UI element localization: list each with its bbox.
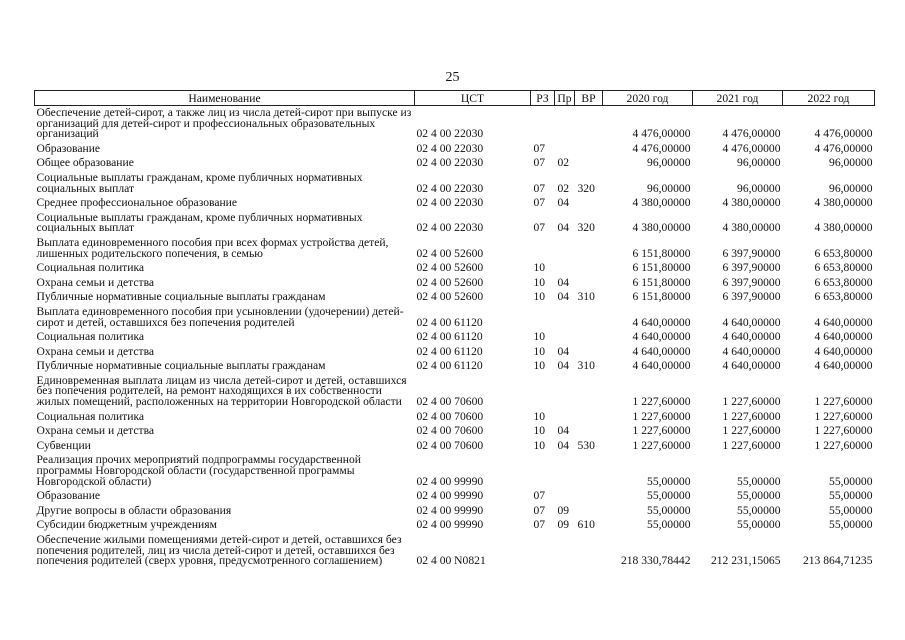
cell-vr xyxy=(575,305,603,330)
cell-rz: 10 xyxy=(533,275,546,289)
cell-name: Субвенции xyxy=(36,438,91,452)
cell-cst: 02 4 00 61120 xyxy=(416,344,483,358)
cell-rz xyxy=(531,236,555,261)
cell-2021: 55,00000 xyxy=(737,474,781,488)
cell-rz: 07 xyxy=(533,141,546,155)
cell-pr: 04 xyxy=(557,424,570,438)
cell-name: Обеспечение жилыми помещениями детей-сирот и детей, оставшихся без попечения родителей, лиц из числа детей-сирот и детей, оставшихся без попечения родителей (сверх уровня, предусмотренного соглашением) xyxy=(36,533,402,568)
page-number: 25 xyxy=(445,70,460,85)
cell-vr xyxy=(575,489,603,504)
cell-2021: 4 640,00000 xyxy=(722,359,781,373)
cell-rz xyxy=(531,453,555,489)
cell-2020: 55,00000 xyxy=(647,518,691,532)
cell-pr xyxy=(555,533,575,569)
cell-vr xyxy=(575,330,603,345)
cell-vr: 310 xyxy=(577,359,595,373)
cell-rz: 07 xyxy=(533,518,546,532)
table-row xyxy=(35,424,875,439)
table-row xyxy=(35,453,875,489)
cell-name: Социальные выплаты гражданам, кроме публичных нормативных социальных выплат xyxy=(36,210,363,235)
cell-vr xyxy=(575,142,603,157)
cell-2022: 6 653,80000 xyxy=(814,275,873,289)
cell-2020: 55,00000 xyxy=(647,489,691,503)
cell-rz xyxy=(531,106,555,142)
table-row xyxy=(35,374,875,410)
cell-name: Образование xyxy=(36,489,101,503)
table-row xyxy=(35,345,875,360)
cell-2022: 96,00000 xyxy=(829,181,873,195)
cell-2022: 55,00000 xyxy=(829,518,873,532)
cell-name: Субсидии бюджетным учреждениям xyxy=(36,518,217,532)
cell-name: Реализация прочих мероприятий подпрограммы государственной программы Новгородской области (государственной программы Новгородской области) xyxy=(36,453,361,488)
table-row xyxy=(35,106,875,142)
cell-rz: 07 xyxy=(533,503,546,517)
cell-2021: 4 476,00000 xyxy=(722,141,781,155)
cell-vr: 530 xyxy=(577,438,595,452)
cell-2020: 4 476,00000 xyxy=(632,141,691,155)
cell-2022: 55,00000 xyxy=(829,503,873,517)
cell-2020: 4 380,00000 xyxy=(632,196,691,210)
cell-pr xyxy=(555,142,575,157)
cell-2022: 96,00000 xyxy=(829,156,873,170)
cell-2020: 4 640,00000 xyxy=(632,315,691,329)
cell-2021: 4 640,00000 xyxy=(722,330,781,344)
cell-2020: 4 640,00000 xyxy=(632,344,691,358)
table-row xyxy=(35,518,875,533)
cell-vr xyxy=(575,453,603,489)
cell-2021: 4 640,00000 xyxy=(722,344,781,358)
cell-pr xyxy=(555,453,575,489)
cell-name: Социальные выплаты гражданам, кроме публичных нормативных социальных выплат xyxy=(36,170,363,195)
cell-vr: 320 xyxy=(577,221,595,235)
cell-2022: 1 227,60000 xyxy=(814,409,873,423)
cell-rz: 10 xyxy=(533,261,546,275)
cell-cst: 02 4 00 22030 xyxy=(416,156,484,170)
cell-rz: 07 xyxy=(533,196,546,210)
cell-pr: 04 xyxy=(557,221,570,235)
cell-vr xyxy=(575,276,603,291)
cell-2022: 6 653,80000 xyxy=(814,246,873,260)
cell-2021: 55,00000 xyxy=(737,518,781,532)
cell-cst: 02 4 00 52600 xyxy=(416,275,484,289)
cell-2021: 212 231,15065 xyxy=(710,554,781,568)
cell-2020: 6 151,80000 xyxy=(632,261,691,275)
header-rz: РЗ xyxy=(531,91,555,106)
cell-pr: 02 xyxy=(557,181,570,195)
cell-name: Охрана семьи и детства xyxy=(36,344,155,358)
cell-pr: 04 xyxy=(557,344,570,358)
header-cst: ЦСТ xyxy=(415,91,531,106)
cell-2022: 4 380,00000 xyxy=(814,221,873,235)
table-row xyxy=(35,533,875,569)
cell-vr xyxy=(575,410,603,425)
cell-cst: 02 4 00 N0821 xyxy=(416,554,486,568)
cell-2020: 218 330,78442 xyxy=(620,554,691,568)
cell-2021: 55,00000 xyxy=(737,489,781,503)
cell-pr xyxy=(555,410,575,425)
table-row xyxy=(35,171,875,196)
table-body xyxy=(35,106,875,569)
cell-vr xyxy=(575,424,603,439)
cell-2022: 4 380,00000 xyxy=(814,196,873,210)
cell-rz: 10 xyxy=(533,290,546,304)
cell-2022: 4 640,00000 xyxy=(814,359,873,373)
table-row xyxy=(35,261,875,276)
header-2022: 2022 год xyxy=(783,91,875,106)
table-row xyxy=(35,305,875,330)
cell-pr: 09 xyxy=(557,503,570,517)
cell-pr xyxy=(555,305,575,330)
table-row xyxy=(35,276,875,291)
cell-name: Среднее профессиональное образование xyxy=(36,196,238,210)
cell-2020: 96,00000 xyxy=(647,156,691,170)
cell-2021: 6 397,90000 xyxy=(722,246,781,260)
cell-name: Социальная политика xyxy=(36,261,145,275)
cell-cst: 02 4 00 61120 xyxy=(416,330,483,344)
cell-rz: 10 xyxy=(533,409,546,423)
cell-2020: 96,00000 xyxy=(647,181,691,195)
header-pr: Пр xyxy=(555,91,575,106)
cell-cst: 02 4 00 99990 xyxy=(416,474,484,488)
cell-2022: 55,00000 xyxy=(829,474,873,488)
cell-name: Образование xyxy=(36,141,101,155)
cell-cst: 02 4 00 52600 xyxy=(416,261,484,275)
cell-2021: 6 397,90000 xyxy=(722,261,781,275)
cell-2021: 1 227,60000 xyxy=(722,409,781,423)
header-2020: 2020 год xyxy=(603,91,693,106)
cell-name: Социальная политика xyxy=(36,409,145,423)
cell-2020: 4 380,00000 xyxy=(632,221,691,235)
cell-pr xyxy=(555,261,575,276)
cell-vr xyxy=(575,106,603,142)
table-row xyxy=(35,196,875,211)
cell-2022: 4 640,00000 xyxy=(814,344,873,358)
cell-cst: 02 4 00 99990 xyxy=(416,489,484,503)
cell-rz: 07 xyxy=(533,221,546,235)
cell-2021: 6 397,90000 xyxy=(722,290,781,304)
cell-pr: 04 xyxy=(557,438,570,452)
cell-pr: 04 xyxy=(557,359,570,373)
table-row xyxy=(35,156,875,171)
cell-name: Единовременная выплата лицам из числа детей-сирот и детей, оставшихся без попечения родителей, на ремонт находящихся в их собственности жилых помещений, расположенных на территории Новгородской области xyxy=(36,373,407,409)
cell-2021: 96,00000 xyxy=(737,181,781,195)
cell-2020: 1 227,60000 xyxy=(632,409,691,423)
cell-cst: 02 4 00 22030 xyxy=(416,196,484,210)
cell-name: Выплата единовременного пособия при всех формах устройства детей, лишенных родительского попечения, в семью xyxy=(36,235,389,260)
cell-2021: 6 397,90000 xyxy=(722,275,781,289)
cell-cst: 02 4 00 22030 xyxy=(416,221,484,235)
cell-2022: 213 864,71235 xyxy=(802,554,873,568)
cell-rz: 07 xyxy=(533,156,546,170)
table-row xyxy=(35,290,875,305)
table-header-row xyxy=(35,91,875,106)
cell-2020: 1 227,60000 xyxy=(632,424,691,438)
cell-2022: 4 476,00000 xyxy=(814,127,873,141)
cell-pr xyxy=(555,489,575,504)
cell-vr xyxy=(575,374,603,410)
cell-rz: 07 xyxy=(533,181,546,195)
cell-vr xyxy=(575,196,603,211)
cell-2021: 4 380,00000 xyxy=(722,196,781,210)
cell-cst: 02 4 00 61120 xyxy=(416,315,483,329)
cell-2022: 1 227,60000 xyxy=(814,395,873,409)
cell-vr xyxy=(575,533,603,569)
table-row xyxy=(35,236,875,261)
cell-cst: 02 4 00 70600 xyxy=(416,395,484,409)
cell-name: Охрана семьи и детства xyxy=(36,275,155,289)
cell-name: Публичные нормативные социальные выплаты гражданам xyxy=(36,290,326,304)
cell-rz xyxy=(531,374,555,410)
cell-rz: 07 xyxy=(533,489,546,503)
cell-rz: 10 xyxy=(533,438,546,452)
table-row xyxy=(35,359,875,374)
cell-2022: 1 227,60000 xyxy=(814,438,873,452)
cell-2020: 6 151,80000 xyxy=(632,275,691,289)
cell-cst: 02 4 00 70600 xyxy=(416,424,484,438)
header-vr: ВР xyxy=(575,91,603,106)
cell-2022: 1 227,60000 xyxy=(814,424,873,438)
cell-2021: 1 227,60000 xyxy=(722,424,781,438)
cell-cst: 02 4 00 70600 xyxy=(416,409,484,423)
cell-rz: 10 xyxy=(533,359,546,373)
header-2021: 2021 год xyxy=(693,91,783,106)
cell-rz xyxy=(531,533,555,569)
table-row xyxy=(35,439,875,454)
cell-2021: 96,00000 xyxy=(737,156,781,170)
cell-2020: 55,00000 xyxy=(647,503,691,517)
cell-name: Охрана семьи и детства xyxy=(36,424,155,438)
cell-vr: 310 xyxy=(577,290,595,304)
cell-cst: 02 4 00 22030 xyxy=(416,127,484,141)
table-row xyxy=(35,489,875,504)
cell-vr xyxy=(575,345,603,360)
cell-2020: 4 640,00000 xyxy=(632,359,691,373)
cell-pr: 02 xyxy=(557,156,570,170)
cell-2022: 55,00000 xyxy=(829,489,873,503)
cell-vr xyxy=(575,236,603,261)
cell-cst: 02 4 00 52600 xyxy=(416,246,484,260)
table-row xyxy=(35,211,875,236)
cell-pr xyxy=(555,236,575,261)
cell-2022: 6 653,80000 xyxy=(814,261,873,275)
cell-2020: 4 640,00000 xyxy=(632,330,691,344)
cell-vr: 320 xyxy=(577,181,595,195)
cell-cst: 02 4 00 61120 xyxy=(416,359,483,373)
cell-2020: 55,00000 xyxy=(647,474,691,488)
cell-vr xyxy=(575,261,603,276)
cell-rz xyxy=(531,305,555,330)
cell-name: Другие вопросы в области образования xyxy=(36,503,232,517)
cell-pr xyxy=(555,106,575,142)
cell-2020: 4 476,00000 xyxy=(632,127,691,141)
cell-2022: 6 653,80000 xyxy=(814,290,873,304)
cell-2020: 1 227,60000 xyxy=(632,395,691,409)
cell-2022: 4 476,00000 xyxy=(814,141,873,155)
cell-cst: 02 4 00 99990 xyxy=(416,518,484,532)
cell-cst: 02 4 00 99990 xyxy=(416,503,484,517)
cell-2021: 4 476,00000 xyxy=(722,127,781,141)
cell-vr xyxy=(575,504,603,519)
cell-vr: 610 xyxy=(577,518,595,532)
cell-pr: 04 xyxy=(557,290,570,304)
cell-rz: 10 xyxy=(533,344,546,358)
cell-2021: 55,00000 xyxy=(737,503,781,517)
cell-pr: 04 xyxy=(557,275,570,289)
cell-pr: 09 xyxy=(557,518,570,532)
cell-rz: 10 xyxy=(533,424,546,438)
cell-2022: 4 640,00000 xyxy=(814,330,873,344)
cell-rz: 10 xyxy=(533,330,546,344)
cell-cst: 02 4 00 22030 xyxy=(416,181,484,195)
cell-cst: 02 4 00 22030 xyxy=(416,141,484,155)
cell-2020: 1 227,60000 xyxy=(632,438,691,452)
cell-cst: 02 4 00 70600 xyxy=(416,438,484,452)
cell-name: Социальная политика xyxy=(36,330,145,344)
cell-2021: 1 227,60000 xyxy=(722,395,781,409)
cell-name: Выплата единовременного пособия при усыновлении (удочерении) детей-сирот и детей, оставшихся без попечения родителей xyxy=(36,304,404,329)
cell-cst: 02 4 00 52600 xyxy=(416,290,484,304)
cell-2020: 6 151,80000 xyxy=(632,246,691,260)
table-row xyxy=(35,410,875,425)
cell-name: Общее образование xyxy=(36,156,134,170)
cell-name: Публичные нормативные социальные выплаты гражданам xyxy=(36,359,326,373)
table-row xyxy=(35,504,875,519)
cell-2020: 6 151,80000 xyxy=(632,290,691,304)
cell-pr: 04 xyxy=(557,196,570,210)
table-row xyxy=(35,330,875,345)
budget-table xyxy=(34,90,875,569)
table-row xyxy=(35,142,875,157)
cell-pr xyxy=(555,374,575,410)
cell-2021: 1 227,60000 xyxy=(722,438,781,452)
cell-pr xyxy=(555,330,575,345)
cell-2021: 4 640,00000 xyxy=(722,315,781,329)
cell-name: Обеспечение детей-сирот, а также лиц из числа детей-сирот при выпуске из организаций для детей-сирот и профессиональных образовательных организаций xyxy=(36,106,412,141)
cell-2021: 4 380,00000 xyxy=(722,221,781,235)
cell-vr xyxy=(575,156,603,171)
header-name: Наименование xyxy=(35,91,415,106)
cell-2022: 4 640,00000 xyxy=(814,315,873,329)
